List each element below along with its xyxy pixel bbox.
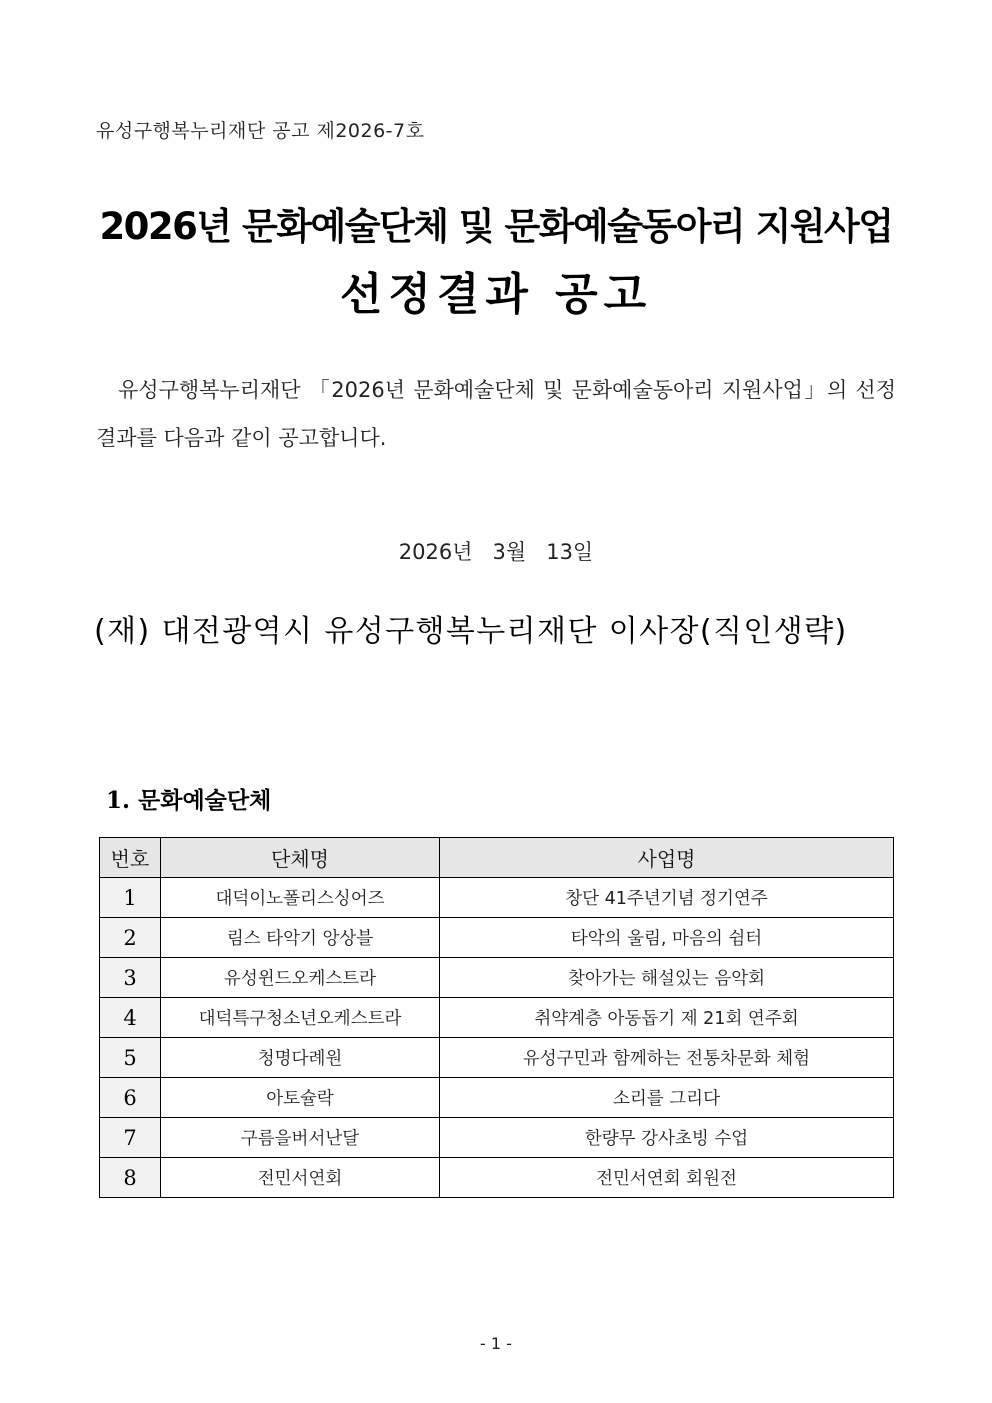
row-number: 3 xyxy=(100,958,161,998)
table-row xyxy=(100,1118,894,1158)
group-name: 청명다례원 xyxy=(161,1038,440,1078)
row-number: 6 xyxy=(100,1078,161,1118)
announcement-date: 2026년 3월 13일 xyxy=(398,540,594,564)
project-name: 소리를 그리다 xyxy=(440,1078,894,1118)
project-name: 유성구민과 함께하는 전통차문화 체험 xyxy=(440,1038,894,1078)
table-row xyxy=(100,1078,894,1118)
page-title: 2026년 문화예술단체 및 문화예술동아리 지원사업 xyxy=(99,205,893,248)
table-row xyxy=(100,878,894,918)
table-header-row xyxy=(100,838,894,878)
group-name: 림스 타악기 앙상블 xyxy=(161,918,440,958)
group-name: 아토슐락 xyxy=(161,1078,440,1118)
row-number: 4 xyxy=(100,998,161,1038)
group-name: 유성윈드오케스트라 xyxy=(161,958,440,998)
group-name: 대덕이노폴리스싱어즈 xyxy=(161,878,440,918)
group-name: 전민서연회 xyxy=(161,1158,440,1198)
table-row xyxy=(100,998,894,1038)
group-name: 구름을버서난달 xyxy=(161,1118,440,1158)
page-number: - 1 - xyxy=(480,1334,512,1353)
header-project-name: 사업명 xyxy=(440,838,894,878)
header-number: 번호 xyxy=(100,838,161,878)
intro-paragraph: 유성구행복누리재단 「2026년 문화예술단체 및 문화예술동아리 지원사업」의 선정결과를 다음과 같이 공고합니다. xyxy=(96,378,896,450)
row-number: 2 xyxy=(100,918,161,958)
project-name: 타악의 울림, 마음의 쉼터 xyxy=(440,918,894,958)
issuer: (재) 대전광역시 유성구행복누리재단 이사장(직인생략) xyxy=(94,614,848,649)
group-name: 대덕특구청소년오케스트라 xyxy=(161,998,440,1038)
row-number: 7 xyxy=(100,1118,161,1158)
project-name: 전민서연회 회원전 xyxy=(440,1158,894,1198)
project-name: 찾아가는 해설있는 음악회 xyxy=(440,958,894,998)
row-number: 1 xyxy=(100,878,161,918)
project-name: 창단 41주년기념 정기연주 xyxy=(440,878,894,918)
table-row xyxy=(100,1038,894,1078)
page-subtitle: 선정결과 공고 xyxy=(339,269,653,320)
table-row xyxy=(100,918,894,958)
selection-result-table xyxy=(99,837,894,1198)
table-row xyxy=(100,958,894,998)
project-name: 취약계층 아동돕기 제 21회 연주회 xyxy=(440,998,894,1038)
notice-number: 유성구행복누리재단 공고 제2026-7호 xyxy=(96,120,425,142)
row-number: 8 xyxy=(100,1158,161,1198)
row-number: 5 xyxy=(100,1038,161,1078)
header-group-name: 단체명 xyxy=(161,838,440,878)
project-name: 한량무 강사초빙 수업 xyxy=(440,1118,894,1158)
section-title: 1. 문화예술단체 xyxy=(106,787,272,814)
table-row xyxy=(100,1158,894,1198)
